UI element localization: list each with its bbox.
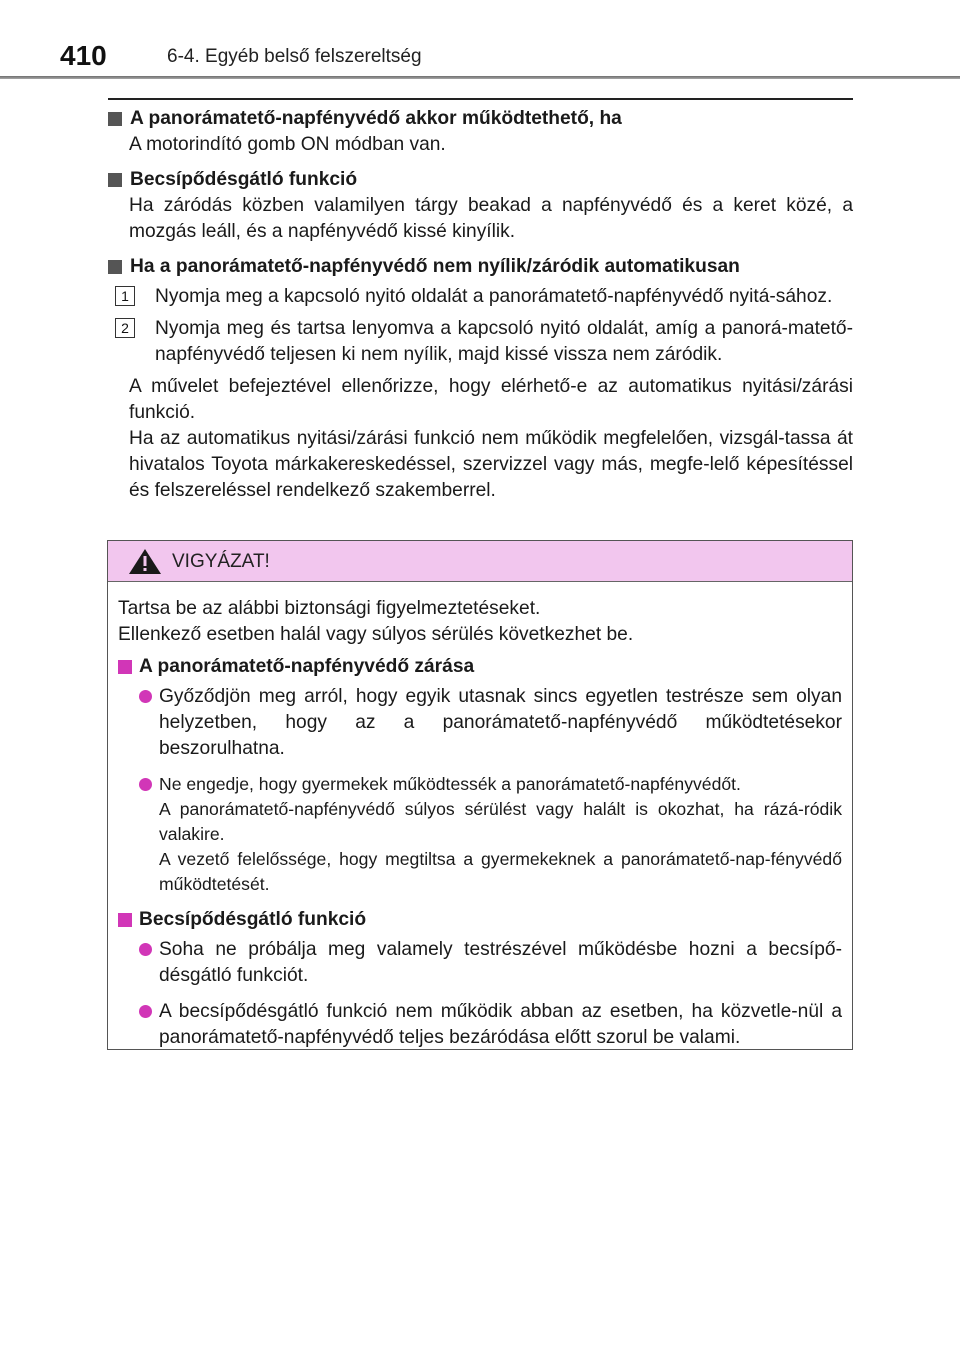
note-paragraph: Ha az automatikus nyitási/zárási funkció nem működik megfelelően, vizsgál-tassa át hivatalos Toyota márkakereskedéssel, szervizzel vagy más, megfe-lelő képesítéssel és felszereléssel rendelkező szakemberrel. (129, 428, 853, 501)
square-bullet-icon (108, 112, 122, 126)
step-text: Nyomja meg a kapcsoló nyitó oldalát a panorámatető-napfényvédő nyitá-sához. (155, 286, 833, 307)
warning-bullet (118, 937, 842, 989)
bullet-line: Győződjön meg arról, hogy egyik utasnak sincs egyetlen testrésze sem olyan helyzetben, hogy az a panorámatető-napfényvédő működtetésekor beszorulhatna. (159, 686, 842, 759)
warning-group-heading (118, 907, 842, 933)
heading-text: Becsípődésgátló funkció (139, 909, 367, 930)
section-heading (108, 167, 853, 193)
warning-box (107, 540, 853, 1050)
page-number: 410 (60, 40, 107, 71)
heading-text: A panorámatető-napfényvédő zárása (139, 656, 475, 677)
step-number: 2 (115, 318, 135, 338)
bullet-line: A panorámatető-napfényvédő súlyos sérülést vagy halált is okozhat, ha rázá-ródik valakire. (159, 799, 842, 844)
warning-group-heading (118, 654, 842, 680)
round-bullet-icon (139, 778, 152, 791)
section-operation-condition (108, 106, 853, 158)
section-text: A motorindító gomb ON módban van. (129, 134, 446, 155)
heading-text: A panorámatető-napfényvédő akkor működtethető, ha (130, 108, 622, 129)
bullet-line: Ne engedje, hogy gyermekek működtessék a panorámatető-napfényvédőt. (159, 774, 741, 794)
bullet-text (159, 684, 842, 762)
warning-bullet (118, 999, 842, 1051)
section-heading (108, 254, 853, 280)
section-jam-protection (108, 167, 853, 245)
round-bullet-icon (139, 1005, 152, 1018)
step-number: 1 (115, 286, 135, 306)
step-item (108, 284, 853, 310)
bullet-line: A becsípődésgátló funkció nem működik abban az esetben, ha közvetle-nül a panorámatető-napfényvédő teljes bezáródása előtt szorul be valami. (159, 1001, 842, 1048)
square-bullet-icon (118, 660, 132, 674)
bullet-line: Soha ne próbálja meg valamely testrészével működésbe hozni a becsípő-désgátló funkciót. (159, 939, 842, 986)
bullet-text (159, 999, 842, 1051)
warning-header (108, 541, 852, 582)
warning-bullet (118, 684, 842, 762)
section-heading (108, 106, 853, 132)
header-divider (0, 76, 960, 79)
round-bullet-icon (139, 690, 152, 703)
square-bullet-icon (118, 913, 132, 927)
main-content (108, 106, 853, 513)
heading-text: Becsípődésgátló funkció (130, 169, 358, 190)
bullet-text (159, 937, 842, 989)
warning-body (108, 582, 852, 1051)
warning-title: VIGYÁZAT! (172, 551, 270, 572)
section-not-automatic (108, 254, 853, 504)
bullet-text (159, 772, 842, 897)
bullet-line: A vezető felelőssége, hogy megtiltsa a gyermekeknek a panorámatető-nap-fényvédő működtetését. (159, 849, 842, 894)
page-header (0, 0, 960, 80)
warning-triangle-icon (128, 548, 162, 575)
step-item (108, 316, 853, 368)
note-paragraph: A művelet befejeztével ellenőrizze, hogy elérhető-e az automatikus nyitási/zárási funkció. (129, 376, 853, 423)
warning-intro-line: Tartsa be az alábbi biztonsági figyelmeztetéseket. (118, 598, 541, 619)
heading-text: Ha a panorámatető-napfényvédő nem nyílik/záródik automatikusan (130, 256, 740, 277)
section-text: Ha záródás közben valamilyen tárgy beakad a napfényvédő és a keret közé, a mozgás leáll, és a napfényvédő kissé kinyílik. (129, 195, 853, 242)
square-bullet-icon (108, 173, 122, 187)
warning-bullet (118, 772, 842, 897)
warning-intro-line: Ellenkező esetben halál vagy súlyos sérülés következhet be. (118, 624, 634, 645)
section-title: 6-4. Egyéb belső felszereltség (167, 46, 422, 67)
square-bullet-icon (108, 260, 122, 274)
step-text: Nyomja meg és tartsa lenyomva a kapcsoló nyitó oldalát, amíg a panorá-matető-napfényvédő teljesen ki nem nyílik, majd kissé vissza nem záródik. (155, 318, 853, 365)
content-divider (108, 98, 853, 100)
warning-intro (118, 596, 842, 648)
round-bullet-icon (139, 943, 152, 956)
